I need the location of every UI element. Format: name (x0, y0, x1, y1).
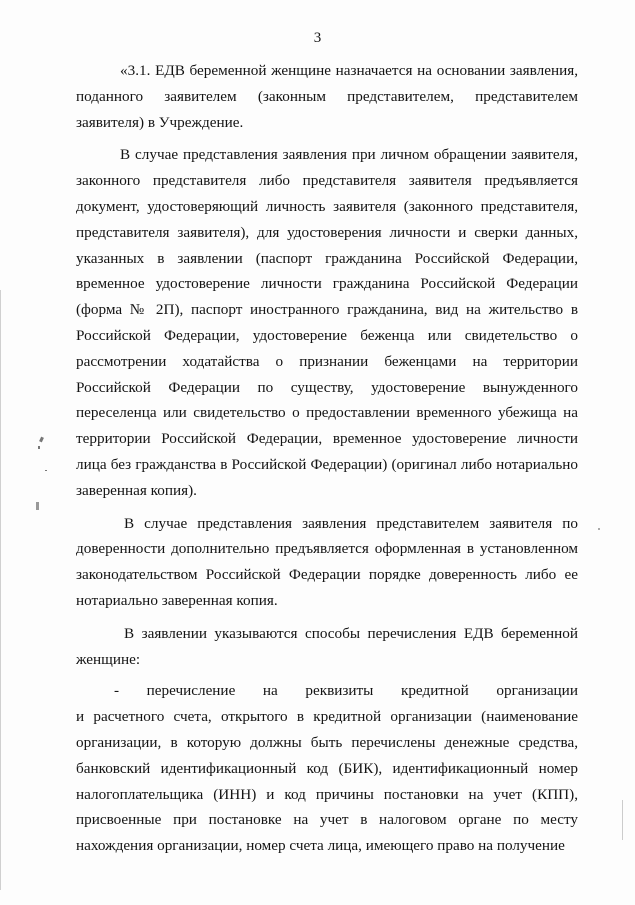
document-body (76, 58, 578, 859)
bullet-marker: - (114, 682, 120, 700)
scan-edge-line (0, 290, 1, 890)
scan-mark (622, 800, 623, 840)
paragraph-3-1: «3.1. ЕДВ беременной женщине назначается на основании заявления, поданного заявителем (законным представителем, представителем заявителя) в Учреждение. (76, 62, 578, 131)
bullet-word: организации (496, 682, 578, 700)
bullet-word: кредитной (400, 682, 469, 700)
scan-mark (38, 446, 40, 449)
bullet-word: перечисление (146, 682, 236, 700)
bullet-continuation: и расчетного счета, открытого в кредитной организации (наименование организации, в которую должны быть перечислены денежные средства, банковский идентификационный код (БИК), идентификационный номер налогоплательщика (ИНН) и код причины постановки на учет (КПП), присвоенные при постановке на учет в налоговом органе по месту нахождения организации, номер счета лица, имеющего право на получение (76, 708, 578, 855)
paragraph-power-of-attorney: В случае представления заявления представителем заявителя по доверенности дополнительно предъявляется оформленная в установленном законодательством Российской Федерации порядке доверенность либо ее нотариально заверенная копия. (76, 514, 578, 609)
scan-mark (36, 502, 39, 510)
bullet-word: реквизиты (305, 682, 374, 700)
bullet-first-line (76, 678, 578, 704)
paragraph-personal-appeal: В случае представления заявления при личном обращении заявителя, законного представителя либо представителя заявителя предъявляется документ, удостоверяющий личность заявителя (законного представителя, представителя заявителя), для удостоверения личности и сверки данных, указанных в заявлении (паспорт гражданина Российской Федерации, временное удостоверение личности гражданина Российской Федерации (форма № 2П), паспорт иностранного гражданина, вид на жительство в Российской Федерации, удостоверение беженца или свидетельство о рассмотрении ходатайства о признании беженцами на территории Российской Федерации по существу, удостоверение вынужденного переселенца или свидетельство о предоставлении временного убежища на территории Российской Федерации, временное удостоверение личности лица без гражданства в Российской Федерации) (оригинал либо нотариально заверенная копия). (76, 146, 578, 499)
paragraph-payment-methods: В заявлении указываются способы перечисления ЕДВ беременной женщине: (76, 624, 578, 668)
scan-mark (598, 528, 600, 530)
scan-mark (39, 437, 44, 443)
bullet-word: на (262, 682, 278, 700)
scan-mark (45, 470, 47, 471)
page-number: 3 (313, 30, 322, 46)
